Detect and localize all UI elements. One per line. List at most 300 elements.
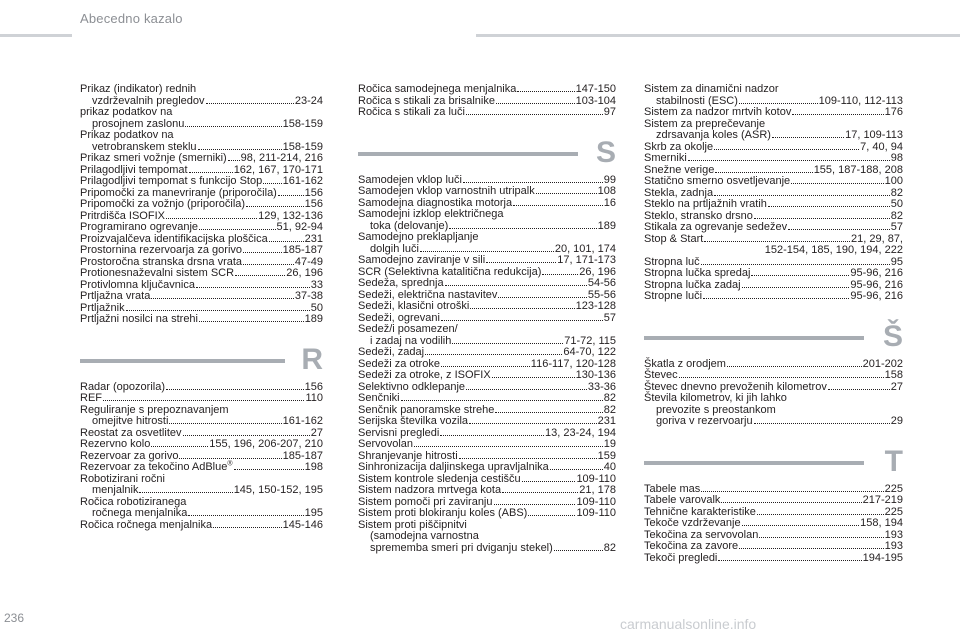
index-entry: Ročica robotiziranega	[80, 495, 187, 508]
entry-term	[644, 553, 717, 565]
index-entry	[644, 359, 903, 371]
entries-p	[80, 84, 323, 326]
index-title: Abecedno kazalo	[80, 11, 183, 26]
entry-pages: 225	[884, 505, 903, 518]
entry-pages: 27	[890, 380, 903, 393]
entry-pages: 20, 101, 174	[554, 242, 616, 255]
entry-term-text: Prtljažna vrata	[80, 290, 151, 302]
dot-leader	[759, 536, 883, 538]
section-rule	[358, 152, 578, 156]
dot-leader	[754, 422, 890, 424]
header-rule-left	[0, 34, 72, 37]
entry-pages: 95-96, 216	[850, 290, 903, 302]
entry-term-text: Prtljažnik	[80, 301, 125, 314]
entry-term	[80, 393, 102, 405]
header-rule-right	[476, 34, 960, 37]
index-entry: prikaz podatkov na	[80, 106, 173, 118]
entry-pages: 161-162	[282, 415, 323, 427]
dot-leader	[714, 194, 890, 196]
index-entry	[644, 416, 903, 428]
entry-term-text: omejitve hitrosti	[92, 415, 169, 427]
entry-term-text: Tekoči pregledi	[644, 551, 718, 564]
entry-term-text: Rezervno kolo	[80, 438, 151, 450]
entry-term-text: Prilagodljivi tempomat s funkcijo Stop	[80, 175, 263, 187]
entry-term-text: Stop & Start	[644, 232, 704, 245]
section-rule	[644, 461, 864, 465]
entry-pages: 156	[304, 186, 323, 199]
entry-pages: 193	[884, 540, 903, 552]
dot-leader	[452, 342, 563, 344]
entry-term-text: vetrobranskem steklu	[92, 140, 197, 153]
entry-pages: 147-150	[575, 83, 616, 95]
entry-term-text: Sinhronizacija daljinskega upravljalnika	[358, 461, 549, 473]
entry-pages: 109-110	[576, 507, 616, 519]
entry-pages: 98, 211-214, 216	[240, 152, 323, 164]
dot-leader	[278, 194, 304, 196]
entry-pages: 21, 29, 87,	[851, 232, 903, 245]
entry-term-text: Sedeži, ogrevani	[358, 311, 440, 324]
index-entry	[80, 393, 323, 405]
dot-leader	[703, 297, 849, 299]
entry-pages: 194-195	[862, 551, 903, 564]
index-entry: Samodejni izklop električnega	[358, 208, 504, 220]
entry-term-text: Stropne luči	[644, 290, 703, 302]
entry-pages: 17, 109-113	[845, 129, 903, 141]
entry-term-text: Ročica s stikali za luči	[358, 106, 465, 118]
index-entry: prevozite s preostankom	[656, 403, 776, 416]
entry-pages: 130-136	[575, 369, 616, 381]
dot-leader	[469, 422, 597, 424]
entry-term-text: Proizvajalčeva identifikacijska ploščica	[80, 232, 268, 245]
entry-pages: 33	[310, 278, 323, 291]
section-header-sh	[644, 319, 903, 355]
entry-pages: 13, 23-24, 194	[545, 426, 616, 439]
entry-pages: 16	[603, 196, 616, 209]
index-entry	[80, 382, 323, 394]
entry-term-text: ročnega menjalnika	[92, 507, 188, 519]
entry-pages: 97	[603, 106, 616, 118]
entry-term-text: Shranjevanje hitrosti	[358, 449, 458, 462]
dot-leader	[772, 136, 844, 138]
entry-pages: 19	[603, 438, 616, 450]
dot-leader	[243, 263, 294, 265]
entry-term-text: Selektivno odklepanje	[358, 380, 466, 393]
entry-term	[92, 485, 138, 497]
entry-term-text: Serijska številka vozila	[358, 415, 469, 427]
entry-pages: 176	[884, 106, 903, 118]
dot-leader	[727, 365, 862, 367]
dot-leader	[739, 102, 818, 104]
entry-term-text: goriva v rezervoarju	[656, 415, 753, 427]
entry-pages: 108	[597, 185, 616, 197]
dot-leader	[228, 159, 240, 161]
dot-leader	[414, 445, 603, 447]
dot-leader	[739, 547, 883, 549]
dot-leader	[263, 182, 281, 184]
index-entry	[80, 485, 323, 497]
dot-leader	[757, 513, 884, 515]
entry-term-text: Prostornina rezervoarja za gorivo	[80, 244, 243, 256]
entry-pages: 159	[597, 449, 616, 462]
dot-leader	[185, 125, 281, 127]
dot-leader	[179, 457, 281, 459]
dot-leader	[492, 376, 575, 378]
entry-term-text: Prilagodljivi tempomat	[80, 163, 188, 176]
dot-leader	[517, 90, 574, 92]
entry-pages: 231	[304, 232, 323, 245]
dot-leader	[188, 514, 303, 516]
dot-leader	[550, 468, 603, 470]
entry-pages: 29	[890, 415, 903, 427]
entry-term	[644, 107, 791, 119]
entry-term-text: Protionesnaževalni sistem SCR	[80, 267, 235, 279]
dot-leader	[522, 480, 576, 482]
dot-leader	[536, 192, 597, 194]
dot-leader	[704, 240, 850, 242]
dot-leader	[199, 320, 304, 322]
entry-term-text: sprememba smeri pri dviganju stekel)	[370, 541, 553, 554]
entry-term-text: Tekoče vzdrževanje	[644, 517, 741, 529]
entry-term-text: Prtljažni nosilci na strehi	[80, 313, 198, 325]
entry-pages: 82	[603, 403, 616, 416]
dot-leader	[554, 549, 603, 551]
entry-pages: 95-96, 216	[850, 267, 903, 279]
entry-pages: 217-219	[862, 494, 903, 506]
entry-pages: 123-128	[575, 300, 616, 312]
index-entry: Sistem za preprečevanje	[644, 117, 766, 130]
entry-term-text: REF	[80, 392, 102, 404]
entry-pages: 189	[304, 313, 323, 325]
entry-pages: 161-162	[282, 175, 323, 187]
entry-term-text: Snežne verige	[644, 163, 715, 176]
entry-term-text: Samodejno zaviranje v sili	[358, 254, 486, 266]
entry-pages: 129, 132-136	[258, 209, 323, 222]
entry-pages: 158, 194	[860, 517, 903, 529]
index-column-2	[358, 84, 616, 554]
section-letter: R	[301, 342, 323, 376]
entry-pages: 155, 196, 206-207, 210	[209, 438, 323, 450]
entry-pages: 33-36	[587, 380, 616, 393]
entry-pages: 231	[597, 415, 616, 427]
dot-leader	[486, 261, 556, 263]
dot-leader	[701, 263, 890, 265]
dot-leader	[828, 388, 890, 390]
entry-pages: 109-110, 112-113	[818, 94, 903, 107]
entry-term-text: zdrsavanja koles (ASR)	[656, 129, 771, 141]
dot-leader	[742, 524, 860, 526]
index-entry	[358, 107, 616, 119]
entry-term-text: Radar (opozorila)	[80, 380, 165, 393]
entry-term-text: Sistem pomoči pri zaviranju	[358, 495, 493, 508]
dot-leader	[206, 102, 294, 104]
entry-term-text: Steklo, stransko drsno	[644, 209, 753, 222]
entry-pages: 99	[603, 173, 616, 186]
entry-term-text: Programirano ogrevanje	[80, 221, 199, 233]
entry-term-text: Samodejen vklop luči	[358, 173, 462, 186]
entry-term-text: Sedeži, klasični otroški	[358, 300, 470, 312]
entry-term-text: Reostat za osvetlitev	[80, 426, 182, 439]
entry-term-text: menjalnik	[92, 484, 139, 496]
section-rule	[80, 359, 285, 363]
section-header-s	[358, 135, 616, 171]
entry-term-text: Števec dnevno prevoženih kilometrov	[644, 380, 827, 393]
dot-leader	[139, 491, 232, 493]
index-entry	[80, 462, 323, 474]
index-entry: Prikaz podatkov na	[80, 129, 174, 141]
entry-term-text: Ročica s stikali za brisalnike	[358, 94, 495, 107]
entry-pages: 156	[304, 198, 323, 210]
index-entry: Sistem za dinamični nadzor	[644, 83, 779, 95]
watermark: carmanualsonline.info	[620, 616, 757, 632]
dot-leader	[213, 526, 282, 528]
dot-leader	[466, 388, 587, 390]
entry-pages: 50	[310, 301, 323, 314]
dot-leader	[401, 399, 603, 401]
index-entry: (samodejna varnostna	[370, 530, 479, 542]
entry-term-text: Sedeži, zadaj	[358, 346, 425, 358]
dot-leader	[198, 148, 282, 150]
entry-pages: 95-96, 216	[850, 278, 903, 291]
dot-leader	[718, 559, 861, 561]
entry-term-text: Steklo na prtljažnih vratih	[644, 198, 767, 210]
index-entry	[644, 291, 903, 303]
index-entry: Robotizirani ročni	[80, 472, 165, 485]
dot-leader	[788, 228, 890, 230]
entry-term-text: dolgih luči	[370, 242, 419, 255]
entry-term-text: Samodejna diagnostika motorja	[358, 196, 513, 209]
entry-pages: 54-56	[587, 277, 616, 289]
dot-leader	[445, 284, 587, 286]
dot-leader	[235, 274, 285, 276]
entries-si	[644, 84, 903, 303]
entry-pages: 55-56	[587, 288, 616, 301]
dot-leader	[103, 399, 304, 401]
entry-term	[80, 520, 212, 532]
dot-leader	[714, 148, 859, 150]
entries-s	[358, 175, 616, 555]
entry-pages: 100	[884, 175, 903, 187]
dot-leader	[459, 457, 597, 459]
entry-term-text: Prikaz smeri vožnje (smerniki)	[80, 152, 227, 164]
entry-term	[80, 314, 198, 326]
index-entry: Samodejno preklapljanje	[358, 231, 479, 243]
entry-term	[656, 416, 753, 428]
dot-leader	[449, 227, 596, 229]
dot-leader	[495, 411, 602, 413]
entry-pages: 158-159	[282, 140, 323, 153]
entry-term-text: Stropna luč	[644, 255, 700, 268]
index-entry	[644, 553, 903, 565]
entry-pages: 23-24	[294, 94, 323, 107]
entry-pages: 198	[304, 461, 323, 473]
entry-term	[370, 543, 553, 555]
dot-leader	[269, 240, 304, 242]
dot-leader	[513, 204, 603, 206]
entry-pages: 82	[603, 541, 616, 554]
entry-term-text: Stropna lučka zadaj	[644, 278, 741, 291]
entry-term-text: Sistem za nadzor mrtvih kotov	[644, 106, 792, 118]
dot-leader	[701, 490, 883, 492]
entry-pages: 116-117, 120-128	[530, 357, 616, 370]
entry-term-text: toka (delovanje)	[370, 219, 449, 232]
entry-term-text: Protivlomna ključavnica	[80, 278, 195, 291]
entry-term-text: Pritrdišča ISOFIX	[80, 209, 165, 222]
entry-pages: 98	[890, 152, 903, 164]
entry-pages: 82	[603, 392, 616, 404]
entry-pages: 27	[310, 426, 323, 439]
entry-term-text: prosojnem zaslonu	[92, 117, 185, 130]
entry-pages: 193	[884, 528, 903, 541]
index-entry	[80, 314, 323, 326]
entry-pages: 185-187	[282, 449, 323, 462]
entries-r	[80, 382, 323, 532]
entry-term-text: Pripomočki za vožnjo (priporočila)	[80, 198, 246, 210]
entry-term-text: Senčniki	[358, 392, 400, 404]
entry-term-text: Tekočina za zavore	[644, 540, 739, 552]
entry-term-text: Statično smerno osvetljevanje	[644, 175, 791, 187]
entry-term-text: Sistem nadzora mrtvega kota	[358, 484, 502, 496]
page-header	[0, 0, 960, 30]
dot-leader	[792, 113, 883, 115]
entry-term-text: Rezervoar za gorivo	[80, 449, 179, 462]
entry-pages: 156	[304, 380, 323, 393]
dot-leader	[189, 171, 233, 173]
entry-pages: 26, 196	[286, 267, 323, 279]
dot-leader	[542, 273, 578, 275]
index-column-3	[644, 84, 903, 564]
entry-term-text: Skrb za okolje	[644, 140, 714, 153]
dot-leader	[199, 228, 276, 230]
entry-pages: 110	[305, 392, 323, 404]
entry-pages: 109-110	[576, 472, 616, 485]
index-entry: Prikaz (indikator) rednih	[80, 83, 197, 95]
entry-pages: 71-72, 115	[564, 334, 616, 347]
entry-term-text: Ročica ročnega menjalnika	[80, 518, 213, 531]
index-entry	[644, 107, 903, 119]
index-entry: Števila kilometrov, ki jih lahko	[644, 392, 787, 404]
entry-pages: 17, 171-173	[557, 254, 616, 266]
entry-pages: 201-202	[862, 357, 903, 370]
entry-term	[644, 234, 703, 246]
entry-pages: 37-38	[294, 290, 323, 302]
section-letter: T	[884, 444, 903, 478]
entry-term	[644, 291, 702, 303]
entries-t	[644, 484, 903, 565]
index-entry: Sistem proti piščipnitvi	[358, 518, 467, 531]
entry-pages: 158-159	[282, 117, 323, 130]
entry-pages: 47-49	[294, 255, 323, 268]
entry-pages: 158	[884, 369, 903, 381]
dot-leader	[528, 514, 575, 516]
index-entry: Reguliranje s prepoznavanjem	[80, 403, 229, 416]
section-header-t	[644, 444, 903, 480]
index-entry: 152-154, 185, 190, 194, 222	[764, 244, 903, 256]
entry-term	[358, 107, 465, 119]
dot-leader	[183, 434, 310, 436]
entry-pages: 162, 167, 170-171	[233, 163, 323, 176]
entry-term-text: Rezervoar za tekočino AdBlue	[80, 461, 228, 473]
entry-term-text: Sistem proti blokiranju koles (ABS)	[358, 507, 528, 519]
dot-leader	[466, 113, 603, 115]
entry-term-text: Tabele mas	[644, 482, 701, 495]
dot-leader	[440, 434, 544, 436]
entry-term-text: Števec	[644, 369, 678, 381]
dot-leader	[688, 159, 890, 161]
dot-leader	[420, 250, 554, 252]
entry-term-text: i zadaj na vodilih	[370, 334, 452, 347]
entry-term-text: Samodejen vklop varnostnih utripalk	[358, 185, 535, 197]
entry-term-text: Stikala za ogrevanje sedežev	[644, 221, 788, 233]
entry-pages: 195	[304, 507, 323, 519]
dot-leader	[169, 422, 281, 424]
entry-term-text: Sedeži za otroke	[358, 357, 440, 370]
dot-leader	[498, 296, 586, 298]
entry-term-text: stabilnosti (ESC)	[656, 94, 738, 107]
dot-leader	[470, 307, 574, 309]
page-number: 236	[4, 611, 25, 625]
dot-leader	[742, 286, 850, 288]
entry-pages: 82	[890, 209, 903, 222]
entry-term-text: Senčnik panoramske strehe	[358, 403, 495, 416]
section-letter: S	[595, 135, 616, 169]
entry-pages: 57	[603, 311, 616, 324]
entry-term	[358, 508, 527, 520]
dot-leader	[246, 205, 304, 207]
index-entry	[358, 543, 616, 555]
entry-term-text: Servovolan	[358, 438, 414, 450]
entry-pages: 185-187	[282, 244, 323, 256]
section-header-r	[80, 342, 323, 378]
entry-term-text: vzdrževalnih pregledov	[92, 94, 205, 107]
entry-pages: 109-110	[576, 495, 616, 508]
dot-leader	[679, 376, 884, 378]
entry-pages: 145, 150-152, 195	[233, 484, 323, 496]
index-entry	[80, 520, 323, 532]
dot-leader	[234, 468, 304, 470]
entries-sh	[644, 359, 903, 428]
dot-leader	[126, 309, 310, 311]
entry-pages: 57	[890, 221, 903, 233]
entry-term-text: Škatla z orodjem	[644, 357, 726, 370]
entry-term-text: SCR (Selektivna katalitična redukcija)	[358, 265, 542, 278]
dot-leader	[751, 274, 849, 276]
dot-leader	[243, 251, 282, 253]
dot-leader	[441, 319, 603, 321]
entry-term-text: Smerniki	[644, 152, 687, 164]
entry-pages: 155, 187-188, 208	[813, 163, 903, 176]
entry-term-text: Tabele varovalk	[644, 494, 721, 506]
entry-term-text: Prostoročna stranska drsna vrata	[80, 255, 243, 268]
entry-pages: 103-104	[575, 94, 616, 107]
entry-term-text: Ročica samodejnega menjalnika	[358, 83, 517, 95]
dot-leader	[151, 297, 294, 299]
entry-term-text: Pripomočki za manevriranje (priporočila)	[80, 186, 277, 199]
dot-leader	[721, 501, 861, 503]
registered-mark: ®	[227, 460, 233, 468]
index-entry	[358, 508, 616, 520]
entry-term-text: Tekočina za servovolan	[644, 528, 759, 541]
entries-ro	[358, 84, 616, 119]
dot-leader	[754, 217, 890, 219]
entry-pages: 82	[890, 186, 903, 199]
entry-pages: 51, 92-94	[276, 221, 323, 233]
dot-leader	[441, 365, 530, 367]
entry-pages: 40	[603, 461, 616, 473]
dot-leader	[166, 388, 304, 390]
dot-leader	[196, 286, 310, 288]
entry-term-text: Sedeža, sprednja	[358, 277, 444, 289]
entry-pages: 189	[597, 219, 616, 232]
